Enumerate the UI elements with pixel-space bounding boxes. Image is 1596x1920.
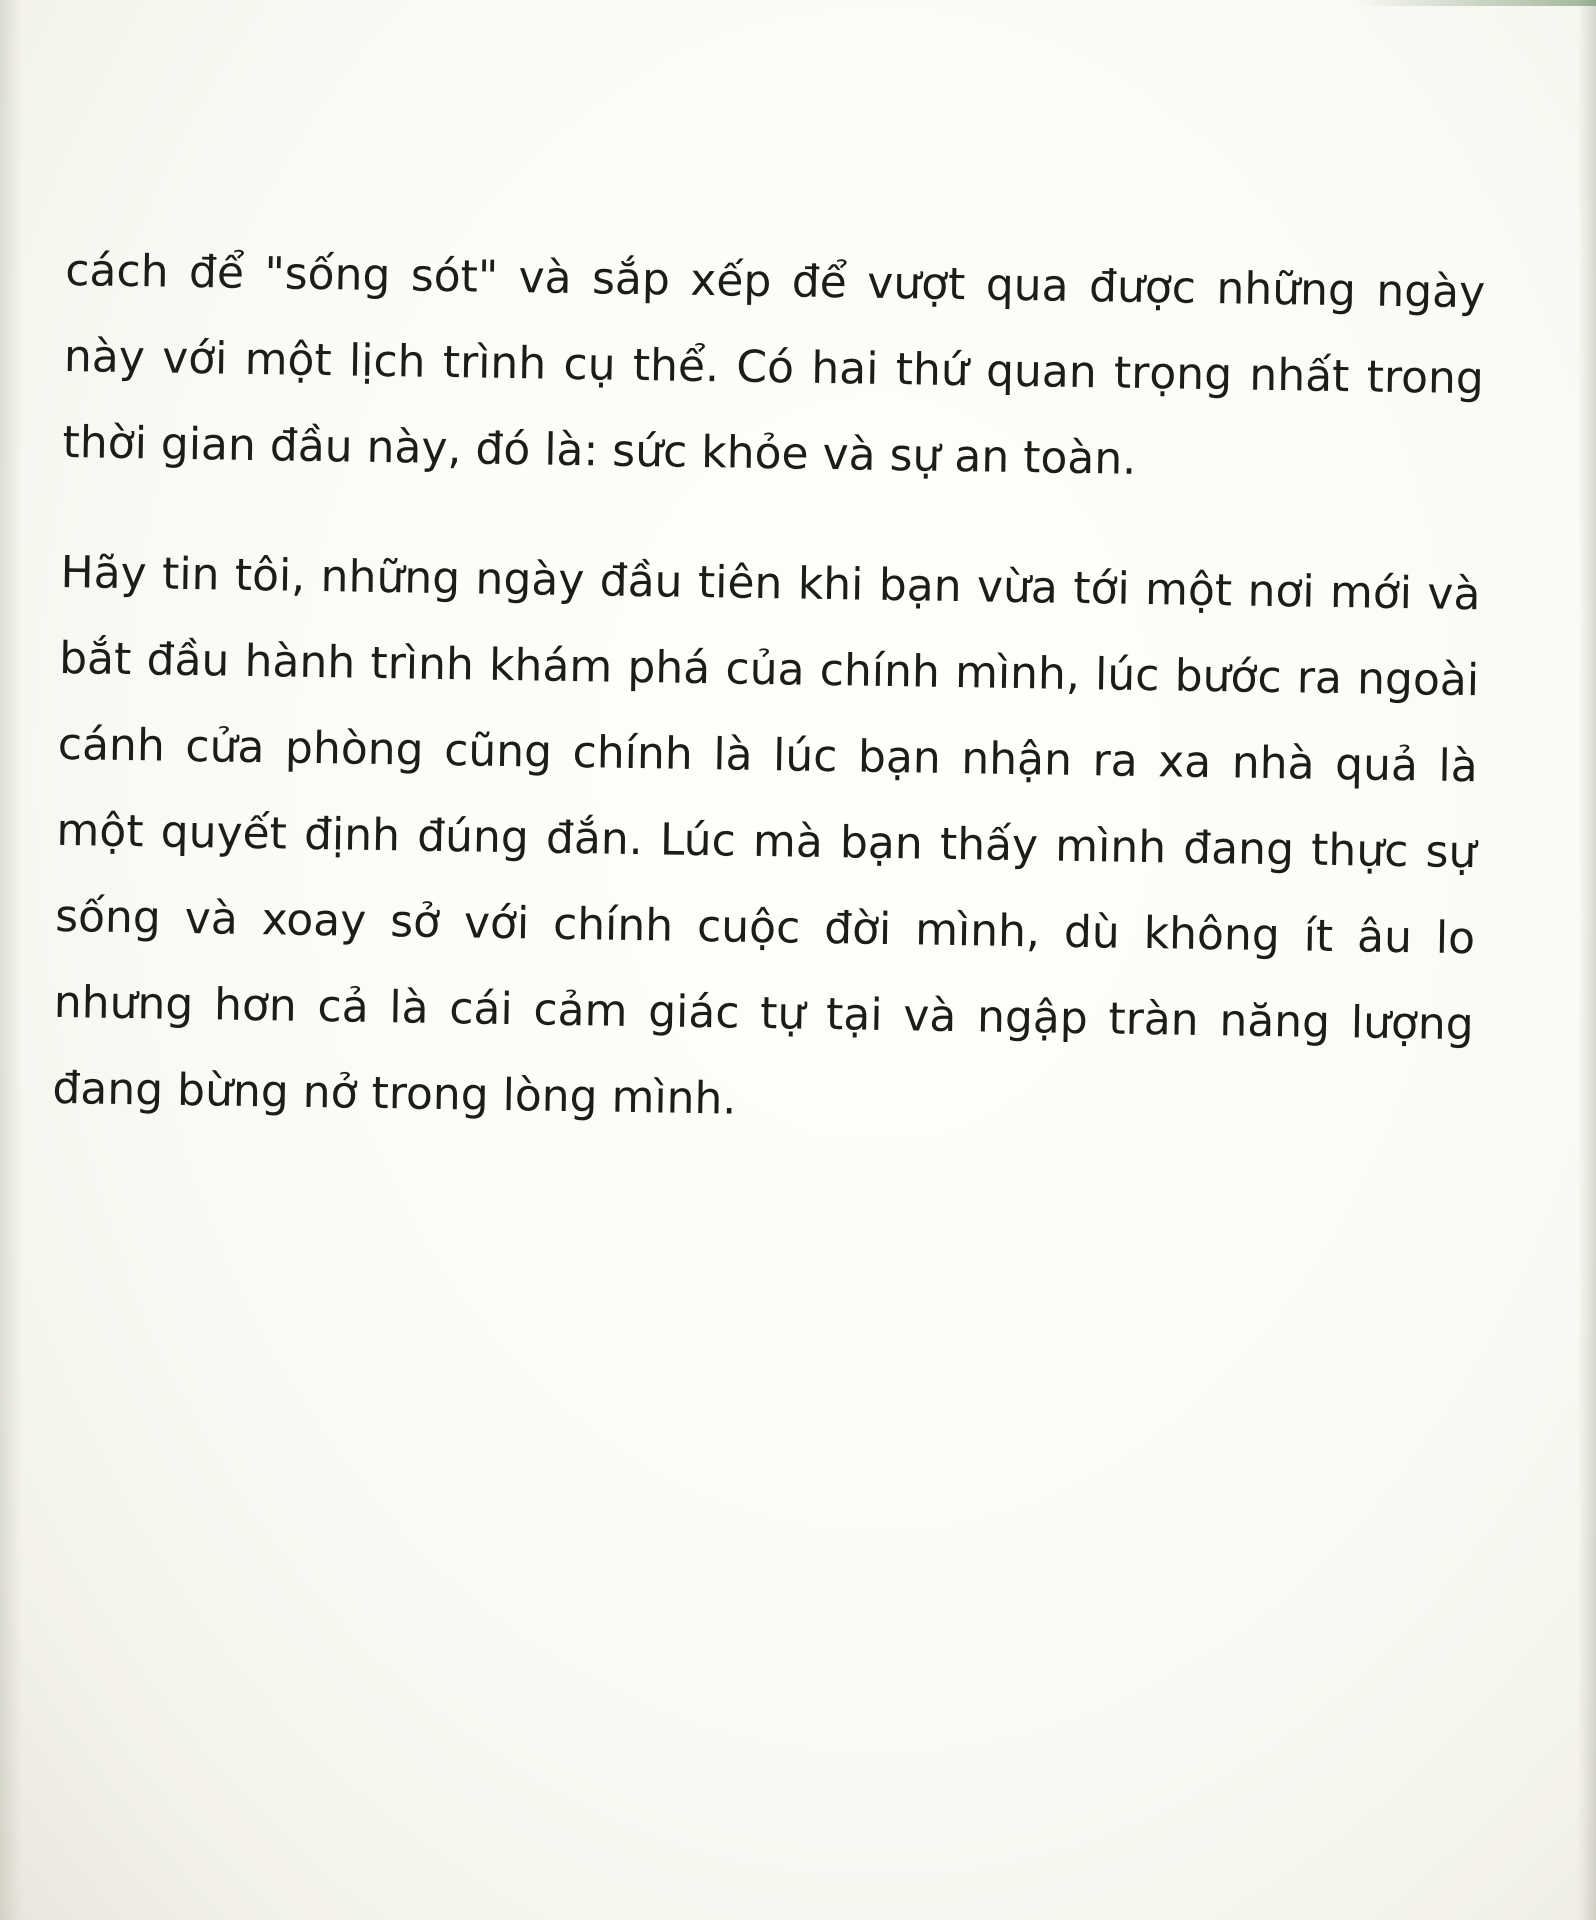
page-top-edge	[1356, 0, 1596, 6]
paragraph-2: Hãy tin tôi, những ngày đầu tiên khi bạn vừa tới một nơi mới và bắt đầu hành trình khám phá của chính mình, lúc bước ra ngoài cánh cửa phòng cũng chính là lúc bạn nhận ra xa nhà quả là một quyết định đúng đắn. Lúc mà bạn thấy mình đang thực sự sống và xoay sở với chính cuộc đời mình, dù không ít âu lo nhưng hơn cả là cái cảm giác tự tại và ngập tràn năng lượng đang bừng nở trong lòng mình.	[52, 546, 1481, 1125]
page-left-shadow	[0, 0, 22, 1920]
page-right-shadow	[1578, 0, 1596, 1920]
body-text	[52, 228, 1486, 1154]
paragraph-1: cách để "sống sót" và sắp xếp để vượt qua được những ngày này với một lịch trình cụ thể. Có hai thứ quan trọng nhất trong thời gian đầu này, đó là: sức khỏe và sự an toàn.	[62, 244, 1486, 485]
